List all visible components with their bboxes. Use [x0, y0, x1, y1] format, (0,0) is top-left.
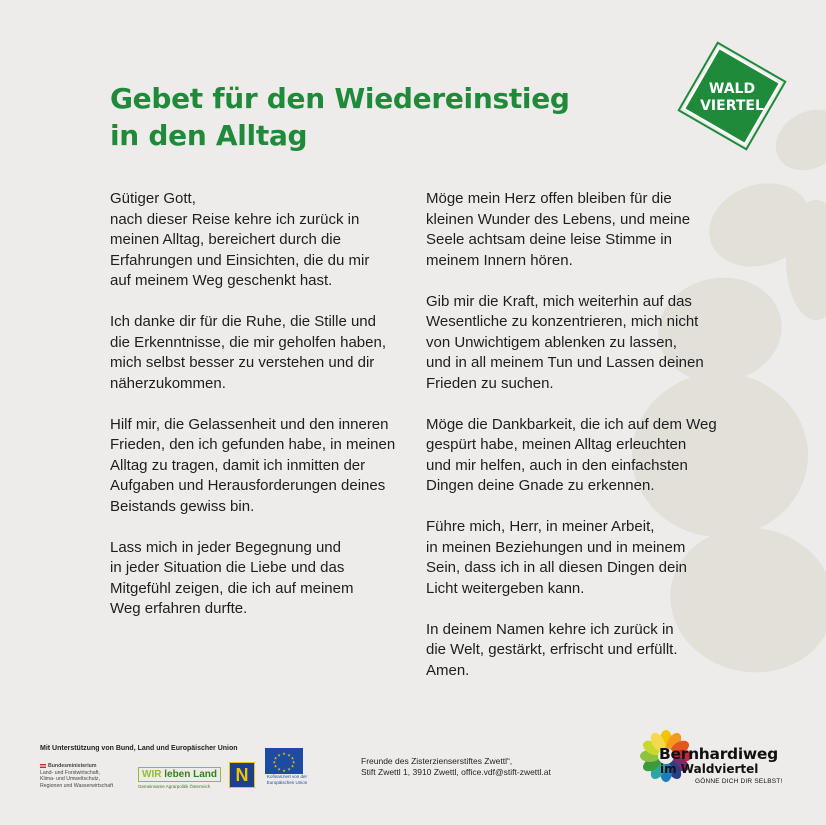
niederoesterreich-logo: N — [229, 762, 255, 788]
wir-subtitle: Gemeinsame Agrarpolitik Österreich — [138, 784, 211, 789]
eu-logo — [265, 748, 309, 785]
svg-text:★: ★ — [290, 763, 295, 769]
prayer-paragraph: Möge mein Herz offen bleiben für die kleinen Wunder des Lebens, und meine Seele achtsam deine leise Stimme in meinem Innern hören. — [426, 190, 691, 269]
bernhardiweg-subtitle: im Waldviertel — [660, 762, 759, 776]
contact-address — [361, 756, 551, 778]
ministry-line: Land- und Forstwirtschaft, — [40, 769, 100, 776]
svg-text:★: ★ — [287, 766, 291, 772]
bernhardiweg-name: Bernhardiweg — [659, 745, 778, 763]
logo-line-2: VIERTEL — [700, 98, 764, 114]
eu-text-line: Europäischen Union — [266, 779, 308, 785]
logo-line-1: WALD — [708, 81, 756, 97]
prayer-column-right — [426, 189, 736, 702]
austria-flag-icon — [40, 764, 46, 768]
svg-text:★: ★ — [287, 752, 291, 758]
eu-flag-icon — [265, 748, 303, 774]
svg-text:★: ★ — [282, 751, 286, 756]
ministry-line: Klima- und Umweltschutz, — [40, 776, 100, 782]
ministry-line: Bundesministerium — [48, 763, 97, 769]
title-line-2: in den Alltag — [110, 119, 308, 152]
bernhardiweg-tagline: GÖNNE DICH DIR SELBST! — [695, 778, 783, 785]
prayer-paragraph: Möge die Dankbarkeit, die ich auf dem Weg gespürt habe, meinen Alltag erleuchten und mir helfen, auch in den einfachsten Dingen deine Gnade zu erkennen. — [426, 415, 717, 494]
prayer-column-left — [110, 189, 410, 640]
support-note: Mit Unterstützung von Bund, Land und Europäischer Union — [40, 745, 238, 752]
svg-text:★: ★ — [290, 755, 295, 761]
prayer-paragraph: Gib mir die Kraft, mich weiterhin auf das Wesentliche zu konzentrieren, mich nicht von Unwichtigem ablenken zu lassen, und in all meinem Tun und Lassen deinen Frieden zu suchen. — [426, 292, 704, 392]
prayer-paragraph: Ich danke dir für die Ruhe, die Stille und die Erkenntnisse, die mir geholfen haben, mich selbst besser zu verstehen und dir näherzukommen. — [110, 313, 387, 392]
address-line-1: Freunde des Zisterzienserstiftes Zwettl“, — [361, 756, 513, 766]
svg-text:★: ★ — [282, 768, 286, 773]
title-line-1: Gebet für den Wiedereinstieg — [110, 82, 570, 115]
page-title — [110, 80, 570, 154]
prayer-paragraph: Gütiger Gott, nach dieser Reise kehre ich zurück in meinen Alltag, bereichert durch die Erfahrungen und Einsichten, die du mir auf meinem Weg geschenkt hast. — [110, 190, 370, 289]
svg-text:★: ★ — [277, 766, 281, 772]
svg-text:★: ★ — [277, 752, 281, 758]
prayer-paragraph: Lass mich in jeder Begegnung und in jeder Situation die Liebe und das Mitgefühl zeigen, die ich auf meinem Weg erfahren durfte. — [110, 538, 354, 617]
waldviertel-logo — [677, 41, 787, 151]
ministry-logo — [40, 763, 132, 789]
prayer-paragraph: In deinem Namen kehre ich zurück in die Welt, gestärkt, erfrischt und erfüllt. Amen. — [426, 620, 678, 679]
svg-text:★: ★ — [273, 763, 278, 769]
ministry-line: Regionen und Wasserwirtschaft — [40, 782, 114, 789]
svg-text:★: ★ — [291, 759, 296, 765]
eu-text-line: Kofinanziert von der — [266, 774, 308, 779]
leben-land-label: leben Land — [161, 769, 218, 780]
wir-label: WIR — [142, 769, 162, 780]
wir-leben-land-logo — [138, 764, 222, 789]
svg-text:★: ★ — [273, 755, 278, 761]
prayer-paragraph: Führe mich, Herr, in meiner Arbeit, in meinen Beziehungen und in meinem Sein, dass ich in all diesen Dingen dein Licht weitergeben kann. — [426, 518, 687, 597]
address-line-2: Stift Zwettl 1, 3910 Zwettl, office.vdf@stift-zwettl.at — [361, 767, 551, 777]
prayer-paragraph: Hilf mir, die Gelassenheit und den inneren Frieden, den ich gefunden habe, in meinen Alltag zu tragen, damit ich inmitten der Aufgaben und Herausforderungen deines Beistands gewiss bin. — [110, 415, 396, 515]
svg-text:★: ★ — [272, 759, 277, 765]
